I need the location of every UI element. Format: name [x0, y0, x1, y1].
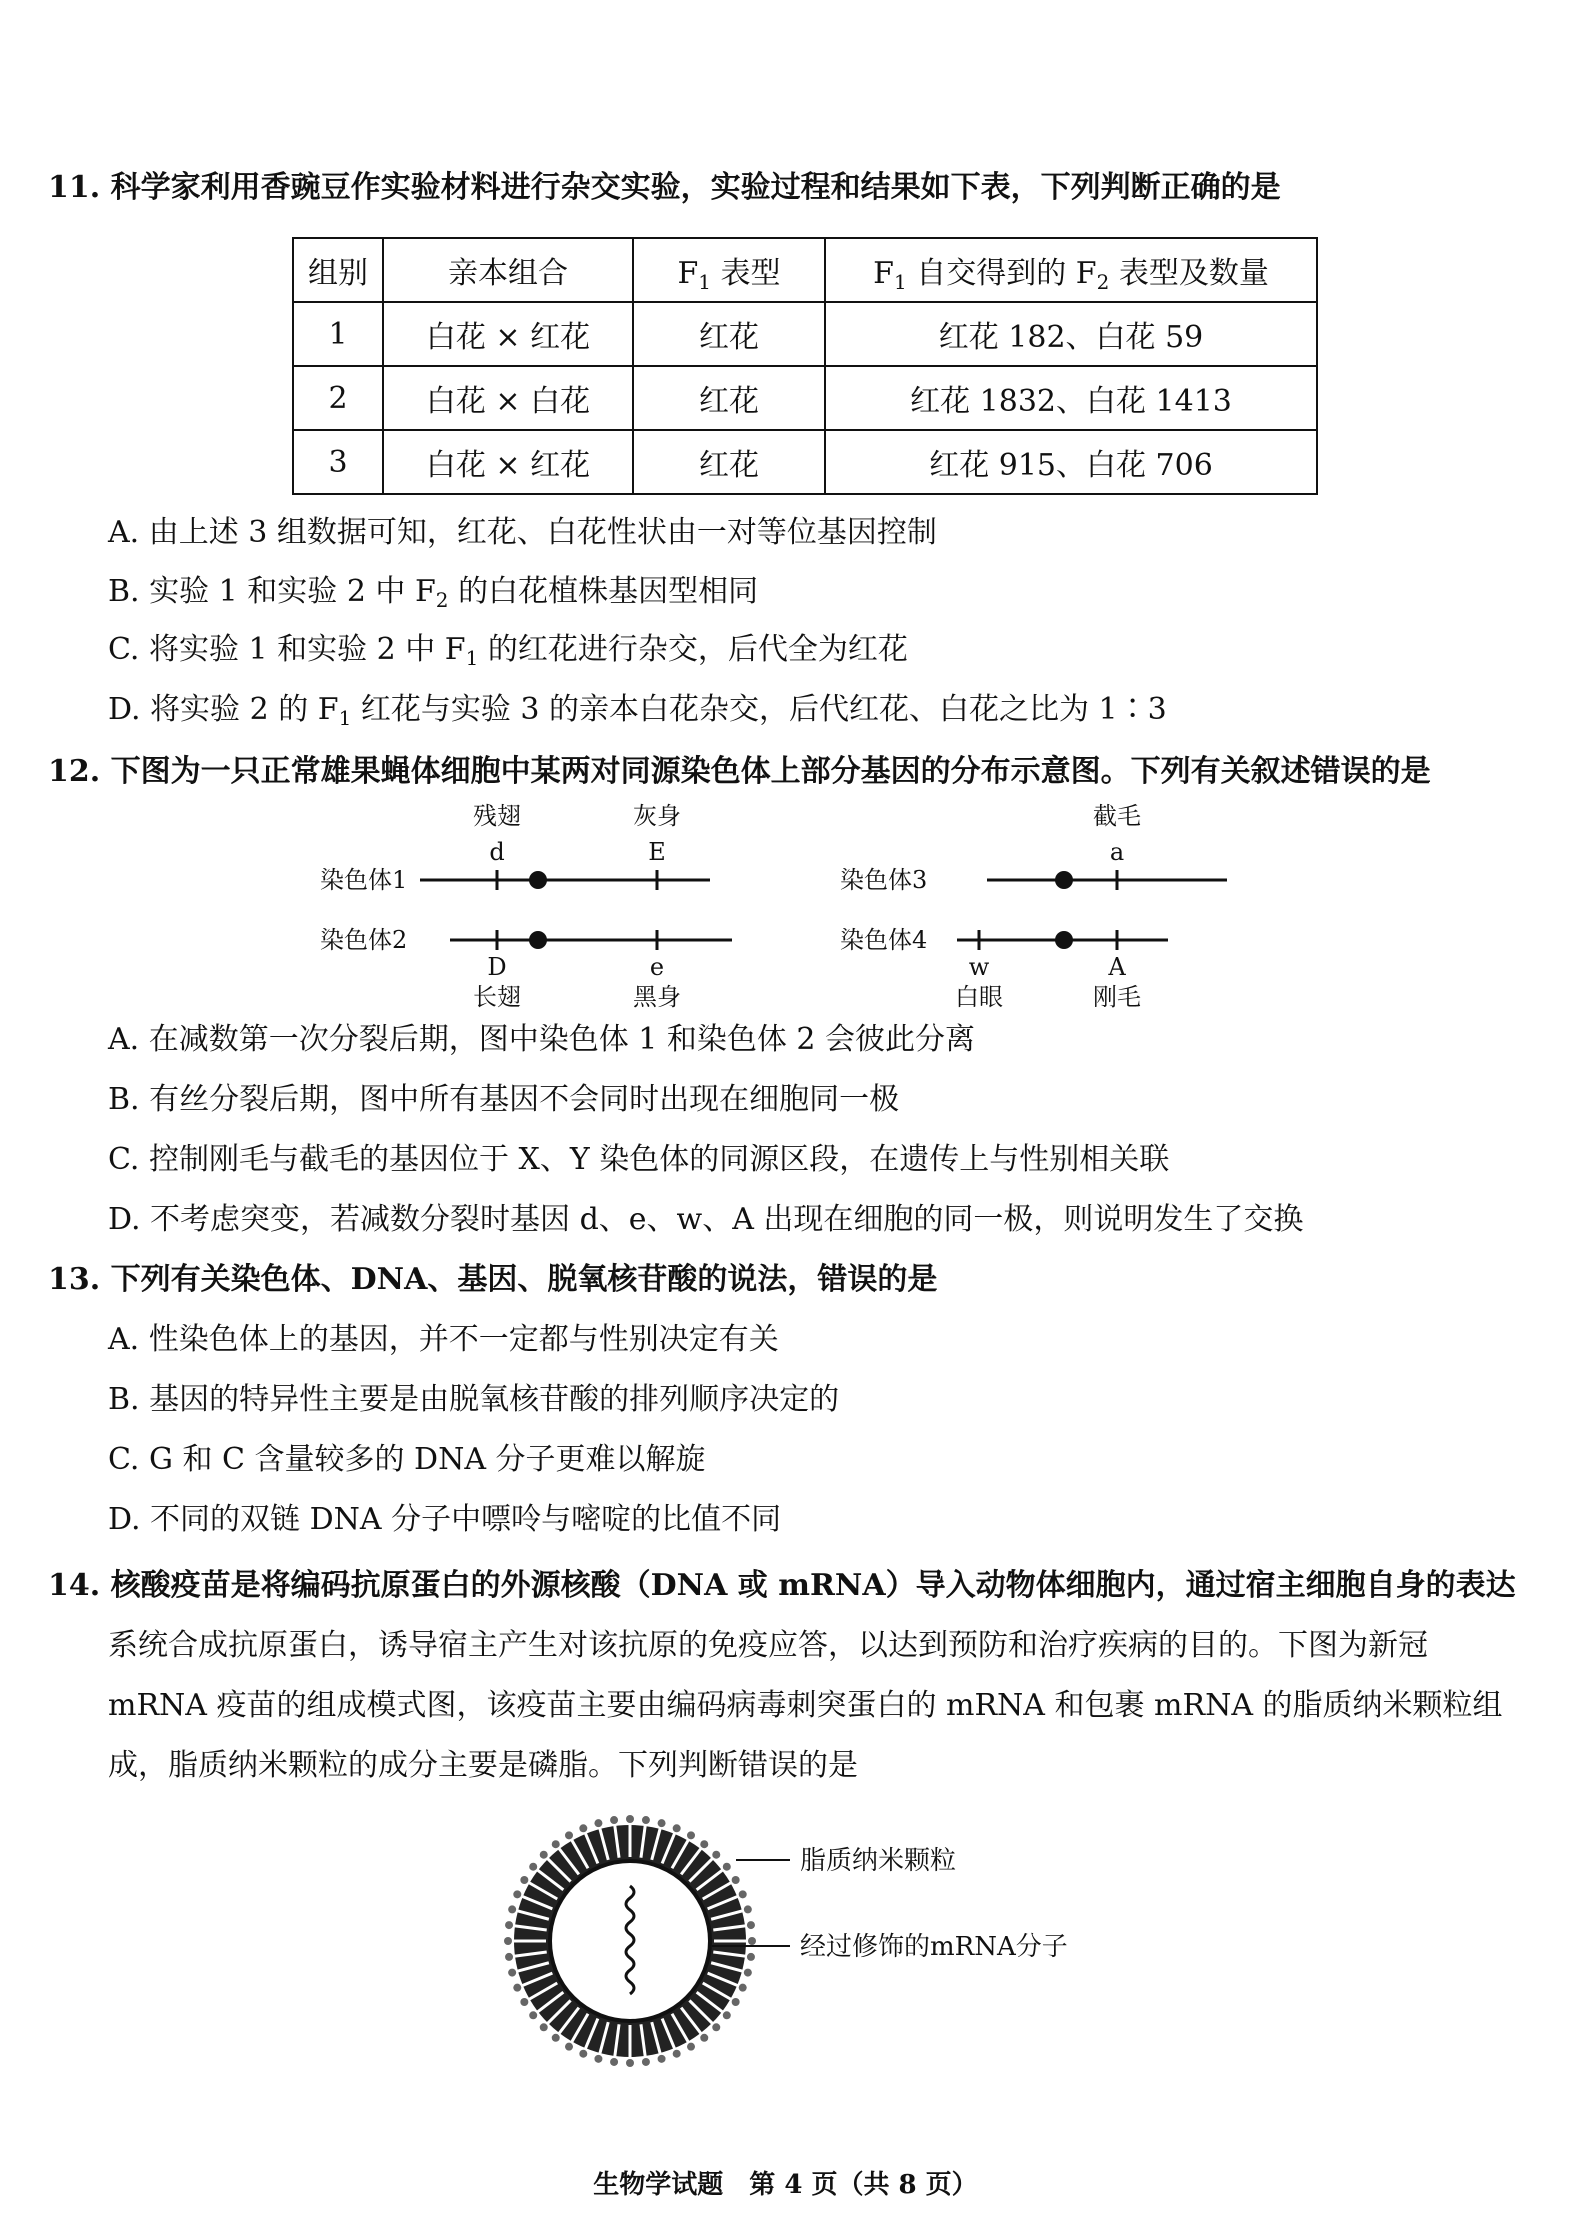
lipid-head [579, 2050, 587, 2058]
lipid-head [626, 2059, 634, 2067]
q14-stem-line-3: mRNA 疫苗的组成模式图，该疫苗主要由编码病毒刺突蛋白的 mRNA 和包裹 mRNA 的脂质纳米颗粒组 [108, 1688, 1503, 1723]
lipid-head [687, 1831, 695, 1839]
gene-label-heishen: 黑身 [633, 983, 681, 1011]
lipid-head [504, 1937, 512, 1945]
q11-option-d: D. 将实验 2 的 $F_1$ 红花与实验 3 的亲本白花杂交，后代红花、白花之比为 1∶3 [108, 692, 1167, 730]
lipid-head [712, 1851, 720, 1859]
lipid-head [552, 2034, 560, 2042]
table-row [293, 430, 1317, 494]
lipid-head [658, 1819, 666, 1827]
chr2-centromere [529, 931, 547, 949]
lipid-head [520, 1998, 528, 2006]
gene-label-canchi: 残翅 [473, 802, 521, 830]
gene-label-huishen: 灰身 [633, 802, 681, 830]
gene-label-jiemao: 截毛 [1093, 802, 1141, 830]
q12-option-b: B. 有丝分裂后期，图中所有基因不会同时出现在细胞同一极 [108, 1082, 900, 1117]
table-row [293, 366, 1317, 430]
lipid-head [529, 1863, 537, 1871]
q12-option-c: C. 控制刚毛与截毛的基因位于 X、Y 染色体的同源区段，在遗传上与性别相关联 [108, 1142, 1170, 1177]
lipid-head [748, 1937, 756, 1945]
allele-d: d [489, 838, 505, 866]
lipid-head [642, 2058, 650, 2066]
allele-A: A [1108, 953, 1126, 981]
q11-stem: 11. 科学家利用香豌豆作实验材料进行杂交实验，实验过程和结果如下表，下列判断正确的是 [48, 170, 1281, 205]
header-f2: $F_1$ 自交得到的 $F_2$ 表型及数量 [825, 238, 1317, 302]
lipid-head [594, 1819, 602, 1827]
lipid-head [658, 2055, 666, 2063]
cell-group: 3 [293, 430, 383, 494]
allele-w: w [968, 953, 990, 981]
cell-group: 2 [293, 366, 383, 430]
chr4-centromere [1055, 931, 1073, 949]
lipid-head [565, 2043, 573, 2051]
lipid-head [739, 1890, 747, 1898]
lipid-head [508, 1969, 516, 1977]
header-group: 组别 [293, 238, 383, 302]
lipid-head [552, 1840, 560, 1848]
lipid-head [626, 1815, 634, 1823]
lipid-head [673, 2050, 681, 2058]
header-parents: 亲本组合 [383, 238, 633, 302]
gene-label-baiyan: 白眼 [955, 983, 1003, 1011]
page-footer: 生物学试题 第 4 页（共 8 页） [593, 2170, 978, 2200]
q14-stem-line-2: 系统合成抗原蛋白，诱导宿主产生对该抗原的免疫应答，以达到预防和治疗疾病的目的。下图为新冠 [108, 1628, 1428, 1663]
lipid-head [565, 1831, 573, 1839]
cell-parents: 白花 × 白花 [383, 366, 633, 430]
cell-f1: 红花 [633, 302, 825, 366]
lipid-head [700, 2034, 708, 2042]
lipid-head [579, 1824, 587, 1832]
lipid-head [744, 1969, 752, 1977]
chromosome-diagram [320, 800, 1240, 1010]
chr3-centromere [1055, 871, 1073, 889]
q11-option-a: A. 由上述 3 组数据可知，红花、白花性状由一对等位基因控制 [108, 515, 937, 550]
lipid-head [508, 1905, 516, 1913]
allele-e: e [649, 953, 665, 981]
table-row [293, 302, 1317, 366]
allele-D: D [487, 953, 507, 981]
lipid-head [687, 2043, 695, 2051]
cell-f2: 红花 182、白花 59 [825, 302, 1317, 366]
lipid-head [529, 2011, 537, 2019]
gene-label-gangmao: 刚毛 [1093, 983, 1141, 1011]
lipid-head [732, 1998, 740, 2006]
lipid-head [739, 1984, 747, 1992]
table-header-row [293, 238, 1317, 302]
lipid-nanoparticle-diagram [490, 1806, 1110, 2076]
cell-group: 1 [293, 302, 383, 366]
lipid-head [732, 1876, 740, 1884]
q13-option-d: D. 不同的双链 DNA 分子中嘌呤与嘧啶的比值不同 [108, 1502, 782, 1537]
q13-option-c: C. G 和 C 含量较多的 DNA 分子更难以解旋 [108, 1442, 706, 1477]
allele-E: E [648, 838, 666, 866]
lipid-head [723, 2011, 731, 2019]
lipid-head [520, 1876, 528, 1884]
chr4-label: 染色体4 [840, 926, 928, 954]
q12-option-a: A. 在减数第一次分裂后期，图中染色体 1 和染色体 2 会彼此分离 [108, 1022, 976, 1057]
label-modified-mrna: 经过修饰的mRNA分子 [800, 1932, 1068, 1962]
label-lipid-nanoparticle: 脂质纳米颗粒 [800, 1846, 957, 1876]
lipid-head [594, 2055, 602, 2063]
q13-stem: 13. 下列有关染色体、DNA、基因、脱氧核苷酸的说法，错误的是 [48, 1262, 938, 1297]
lipid-head [673, 1824, 681, 1832]
q11-table [292, 237, 1318, 495]
q11-option-c: C. 将实验 1 和实验 2 中 $F_1$ 的红花进行杂交，后代全为红花 [108, 632, 908, 670]
cell-f2: 红花 1832、白花 1413 [825, 366, 1317, 430]
chr1-label: 染色体1 [320, 866, 408, 894]
lipid-head [712, 2023, 720, 2031]
chr3-label: 染色体3 [840, 866, 928, 894]
cell-f1: 红花 [633, 366, 825, 430]
cell-f1: 红花 [633, 430, 825, 494]
lipid-head [610, 1816, 618, 1824]
cell-f2: 红花 915、白花 706 [825, 430, 1317, 494]
chr1-centromere [529, 871, 547, 889]
cell-parents: 白花 × 红花 [383, 302, 633, 366]
lipid-head [505, 1921, 513, 1929]
allele-a: a [1109, 838, 1125, 866]
q13-option-a: A. 性染色体上的基因，并不一定都与性别决定有关 [108, 1322, 779, 1357]
lipid-head [540, 2023, 548, 2031]
lipid-head [513, 1984, 521, 1992]
lipid-head [700, 1840, 708, 1848]
gene-label-changchi: 长翅 [473, 983, 521, 1011]
chr2-label: 染色体2 [320, 926, 408, 954]
header-f1: $F_1$ 表型 [633, 238, 825, 302]
lipid-head [642, 1816, 650, 1824]
lipid-head [505, 1953, 513, 1961]
lipid-inner-boundary [550, 1861, 710, 2021]
cell-parents: 白花 × 红花 [383, 430, 633, 494]
lipid-head [513, 1890, 521, 1898]
lipid-head [610, 2058, 618, 2066]
lipid-head [747, 1953, 755, 1961]
q14-stem-line-4: 成，脂质纳米颗粒的成分主要是磷脂。下列判断错误的是 [108, 1748, 858, 1783]
q12-option-d: D. 不考虑突变，若减数分裂时基因 d、e、w、A 出现在细胞的同一极，则说明发生了交换 [108, 1202, 1304, 1237]
q13-option-b: B. 基因的特异性主要是由脱氧核苷酸的排列顺序决定的 [108, 1382, 840, 1417]
lipid-head [747, 1921, 755, 1929]
lipid-head [723, 1863, 731, 1871]
q12-stem: 12. 下图为一只正常雄果蝇体细胞中某两对同源染色体上部分基因的分布示意图。下列有关叙述错误的是 [48, 754, 1431, 789]
lipid-head [744, 1905, 752, 1913]
lipid-head [540, 1851, 548, 1859]
q11-option-b: B. 实验 1 和实验 2 中 $F_2$ 的白花植株基因型相同 [108, 574, 759, 612]
q14-stem-line-1: 14. 核酸疫苗是将编码抗原蛋白的外源核酸（DNA 或 mRNA）导入动物体细胞内，通过宿主细胞自身的表达 [48, 1568, 1516, 1603]
